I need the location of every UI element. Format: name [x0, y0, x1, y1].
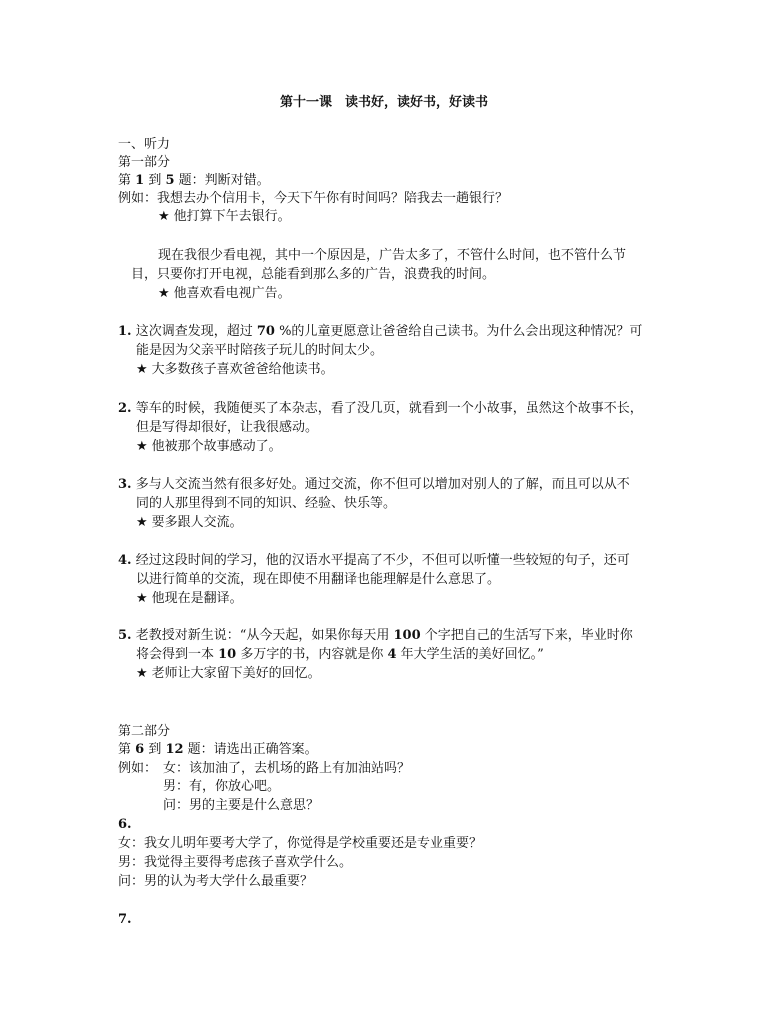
example-1: 例如：我想去办个信用卡，今天下午你有时间吗？陪我去一趟银行？ — [118, 191, 509, 206]
star-icon — [136, 439, 152, 454]
part2-instruction: 第 6 到 12 题：请选出正确答案。 — [118, 742, 318, 757]
star-icon — [136, 666, 152, 681]
question-4-answer: ★ 他现在是翻译。 — [136, 591, 243, 607]
question-1-line-2: 能是因为父亲平时陪孩子玩儿的时间太少。 — [136, 343, 384, 358]
star-icon — [158, 209, 174, 224]
question-3-line-1: 3. 多与人交流当然有很多好处。通过交流，你不但可以增加对别人的了解，而且可以从不 — [118, 477, 630, 492]
question-1-answer: ★ 大多数孩子喜欢爸爸给他读书。 — [136, 362, 334, 378]
question-3-line-2: 同的人那里得到不同的知识、经验、快乐等。 — [136, 496, 397, 511]
question-7-number: 7. — [118, 912, 132, 927]
question-2-line-2: 但是写得却很好，让我很感动。 — [136, 420, 319, 435]
star-icon — [136, 515, 152, 530]
question-2-answer: ★ 他被那个故事感动了。 — [136, 439, 282, 455]
example-2-answer: ★ 他喜欢看电视广告。 — [158, 286, 291, 302]
question-6-number: 6. — [118, 817, 132, 832]
question-4-line-1: 4. 经过这段时间的学习，他的汉语水平提高了不少，不但可以听懂一些较短的句子，还可 — [118, 553, 630, 568]
part2-example-line-1: 女：该加油了，去机场的路上有加油站吗？ — [163, 761, 411, 776]
part2-example-line-3: 问：男的主要是什么意思？ — [163, 798, 320, 813]
part2-example-label: 例如： — [118, 761, 158, 776]
lesson-title: 第十一课 读书好，读好书，好读书 — [279, 95, 488, 110]
example-label: 例如： — [118, 191, 158, 206]
question-2-line-1: 2. 等车的时候，我随便买了本杂志，看了没几页，就看到一个小故事，虽然这个故事不长， — [118, 401, 643, 416]
example-2-line-1: 现在我很少看电视，其中一个原因是，广告太多了，不管什么时间，也不管什么节 — [158, 248, 627, 263]
question-6-line-3: 问：男的认为考大学什么最重要？ — [118, 874, 314, 889]
question-5-line-2: 将会得到一本 10 多万字的书，内容就是你 4 年大学生活的美好回忆。” — [136, 647, 544, 662]
star-icon — [158, 286, 174, 301]
part2-example-line-2: 男：有，你放心吧。 — [163, 779, 281, 794]
question-6-line-2: 男：我觉得主要得考虑孩子喜欢学什么。 — [118, 855, 353, 870]
question-3-answer: ★ 要多跟人交流。 — [136, 515, 243, 531]
example-2-line-2: 目，只要你打开电视，总能看到那么多的广告，浪费我的时间。 — [131, 267, 496, 282]
question-6-line-1: 女：我女儿明年要考大学了，你觉得是学校重要还是专业重要？ — [118, 836, 483, 851]
part2-heading: 第二部分 — [118, 724, 171, 739]
star-icon — [136, 362, 152, 377]
question-1-line-1: 1. 这次调查发现，超过 70 %的儿童更愿意让爸爸给自己读书。为什么会出现这种情况？可 — [118, 324, 643, 339]
question-4-line-2: 以进行简单的交流，现在即使不用翻译也能理解是什么意思了。 — [136, 572, 501, 587]
question-5-line-1: 5. 老教授对新生说：“从今天起，如果你每天用 100 个字把自己的生活写下来，毕业时你 — [118, 628, 633, 643]
question-5-answer: ★ 老师让大家留下美好的回忆。 — [136, 666, 321, 682]
part1-heading: 第一部分 — [118, 155, 171, 170]
section-heading: 一、听力 — [118, 137, 171, 152]
star-icon — [136, 591, 152, 606]
part1-instruction: 第 1 到 5 题：判断对错。 — [118, 173, 270, 188]
example-1-answer: ★ 他打算下午去银行。 — [158, 209, 291, 225]
